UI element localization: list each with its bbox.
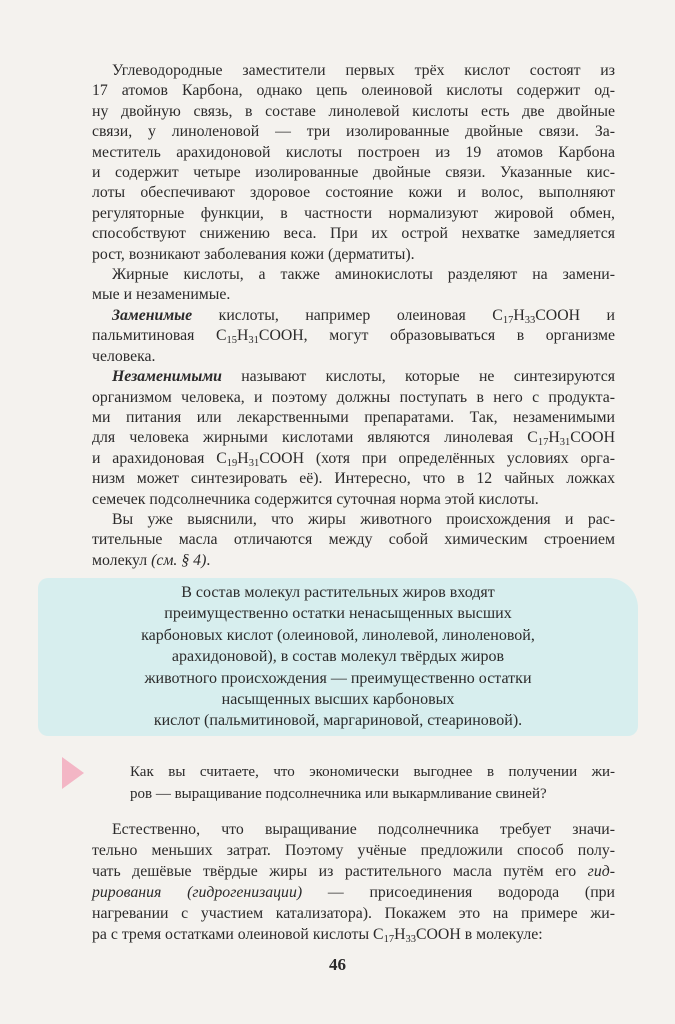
text-segment: тительные масла отличаются между собой химическим строением (92, 531, 615, 549)
bold-term: Заменимые (112, 306, 193, 324)
page-number: 46 (329, 955, 346, 974)
text-segment: молекул (92, 551, 152, 569)
text-line (92, 449, 615, 469)
text-segment: COOH и (535, 306, 615, 324)
text-segment: и содержит четыре изолированные двойные связи. Указанные кис- (92, 164, 615, 182)
paragraph-essential-acids (92, 367, 615, 510)
text-segment: — присоединения водорода (при (302, 884, 615, 901)
text-segment: Как вы считаете, что экономически выгоднее в получении жи- (130, 764, 615, 780)
text-segment: H (548, 429, 560, 447)
italic-text: гид- (587, 863, 615, 880)
paragraph-replaceable-acids (92, 306, 615, 367)
callout-line: кислот (пальмитиновой, маргариновой, стеариновой). (153, 712, 523, 730)
paragraph-fat-structure (92, 510, 615, 571)
text-line (92, 265, 615, 285)
text-segment: мые и незаменимые. (92, 286, 231, 304)
callout-line: насыщенных высших карбоновых (221, 691, 455, 709)
text-segment: COOH в молекуле: (415, 926, 543, 943)
text-line (92, 408, 615, 428)
text-segment: способствуют снижению веса. При их острой нехватке замедляется (92, 225, 615, 243)
paragraph-classification (92, 265, 615, 306)
text-line (92, 122, 615, 142)
subscript: 17 (537, 437, 549, 449)
text-line (130, 762, 615, 784)
text-segment: рост, возникают заболевания кожи (дерматиты). (92, 245, 415, 263)
callout-line: преимущественно остатки ненасыщенных высших (164, 605, 512, 623)
text-segment: H (513, 306, 525, 324)
text-line (92, 143, 615, 163)
text-line (92, 469, 615, 489)
text-segment: кислоты, например олеиновая C (192, 306, 503, 324)
text-line (92, 224, 615, 244)
callout-line: арахидоновой), в состав молекул твёрдых жиров (171, 648, 505, 666)
question-marker-icon (62, 757, 84, 789)
text-line (92, 819, 615, 840)
text-line (92, 81, 615, 101)
subscript: 31 (248, 335, 259, 347)
bold-term: Незаменимыми (112, 368, 222, 386)
text-segment: для человека жирными кислотами являются линолевая C (92, 429, 538, 447)
text-segment: ра с тремя остатками олеиновой кислоты C (92, 926, 384, 943)
text-segment: связи, у линоленовой — три изолированные двойные связи. За- (92, 123, 615, 141)
callout-line: карбоновых кислот (олеиновой, линолевой, линоленовой, (141, 626, 535, 644)
text-line (92, 530, 615, 550)
text-segment: Углеводородные заместители первых трёх кислот состоят из (112, 62, 615, 79)
subscript: 33 (405, 934, 416, 945)
text-segment: пальмитиновая C (92, 327, 227, 345)
text-segment: чать дешёвые твёрдые жиры из растительного масла путём его (92, 863, 588, 880)
text-segment: организмом человека, и поэтому должны поступать в него с продукта- (92, 388, 615, 406)
italic-text: (см. § 4) (151, 551, 207, 569)
text-line (92, 347, 615, 367)
paragraph-hydrogenation (92, 819, 615, 945)
subscript: 19 (226, 457, 238, 469)
text-line (92, 183, 615, 203)
text-line (92, 367, 615, 387)
text-line (92, 326, 615, 346)
text-line (92, 428, 615, 448)
text-segment: нагревании с участием катализатора). Покажем это на примере жи- (92, 905, 615, 922)
question-text (130, 762, 615, 805)
main-text (92, 61, 615, 571)
callout-line: В состав молекул растительных жиров входят (181, 584, 495, 601)
text-segment: COOH, могут образовываться в организме (258, 327, 615, 345)
text-line (92, 882, 615, 903)
text-line (92, 388, 615, 408)
text-segment: лоты обеспечивают здоровое состояние кожи и волос, выполняют (92, 184, 615, 202)
text-segment: меститель арахидоновой кислоты построен из 19 атомов Карбона (92, 143, 615, 161)
subscript: 17 (502, 314, 514, 326)
text-segment: ну двойную связь, в составе линолевой кислоты есть две двойные (92, 102, 615, 120)
text-line (130, 784, 615, 806)
text-line (92, 204, 615, 224)
subscript: 17 (383, 934, 395, 945)
text-line (92, 510, 615, 530)
text-line (92, 306, 615, 326)
text-line (92, 490, 615, 510)
callout-box (38, 578, 638, 736)
text-line (92, 861, 615, 882)
callout-text (58, 582, 618, 732)
subscript: 31 (248, 457, 260, 469)
text-segment: и арахидоновая C (92, 449, 227, 467)
text-segment: называют кислоты, которые не синтезируются (221, 368, 615, 386)
text-line (92, 903, 615, 924)
text-segment: H (237, 327, 249, 345)
subscript: 31 (559, 437, 571, 449)
subscript: 33 (524, 314, 536, 326)
text-line (92, 551, 615, 571)
subscript: 15 (226, 335, 237, 347)
text-line (92, 102, 615, 122)
text-segment: низм может синтезировать её). Интересно, что в 12 чайных ложках (92, 470, 615, 488)
text-line (92, 840, 615, 861)
text-line (92, 285, 615, 305)
text-segment: тельно меньших затрат. Поэтому учёные предложили способ полу- (92, 842, 615, 859)
text-segment: . (206, 551, 211, 569)
text-segment: человека. (92, 347, 156, 365)
text-segment: семечек подсолнечника содержится суточная норма этой кислоты. (92, 490, 539, 508)
callout-line: животного происхождения — преимущественно остатки (144, 669, 532, 687)
text-line (92, 924, 615, 945)
text-segment: ров — выращивание подсолнечника или выкармливание свиней? (130, 785, 547, 802)
text-segment: ми питания или лекарственными препаратами. Так, незаменимыми (92, 408, 615, 426)
text-segment: Жирные кислоты, а также аминокислоты разделяют на замени- (112, 266, 615, 284)
text-segment: H (394, 926, 406, 943)
text-segment: COOH (хотя при определённых условиях орга- (259, 449, 615, 467)
text-segment: H (237, 449, 249, 467)
text-line (92, 61, 615, 81)
text-line (92, 245, 615, 265)
italic-text: рирования (гидрогенизации) (92, 884, 303, 901)
text-segment: 17 атомов Карбона, однако цепь олеиновой кислоты содержит од- (92, 82, 615, 100)
text-line (92, 163, 615, 183)
text-segment: Вы уже выяснили, что жиры животного происхождения и рас- (112, 510, 615, 528)
text-segment: регуляторные функции, в частности нормализуют жировой обмен, (92, 204, 615, 222)
paragraph-fatty-acid-substituents (92, 61, 615, 265)
text-segment: Естественно, что выращивание подсолнечника требует значи- (112, 821, 615, 838)
text-segment: COOH (570, 429, 615, 447)
